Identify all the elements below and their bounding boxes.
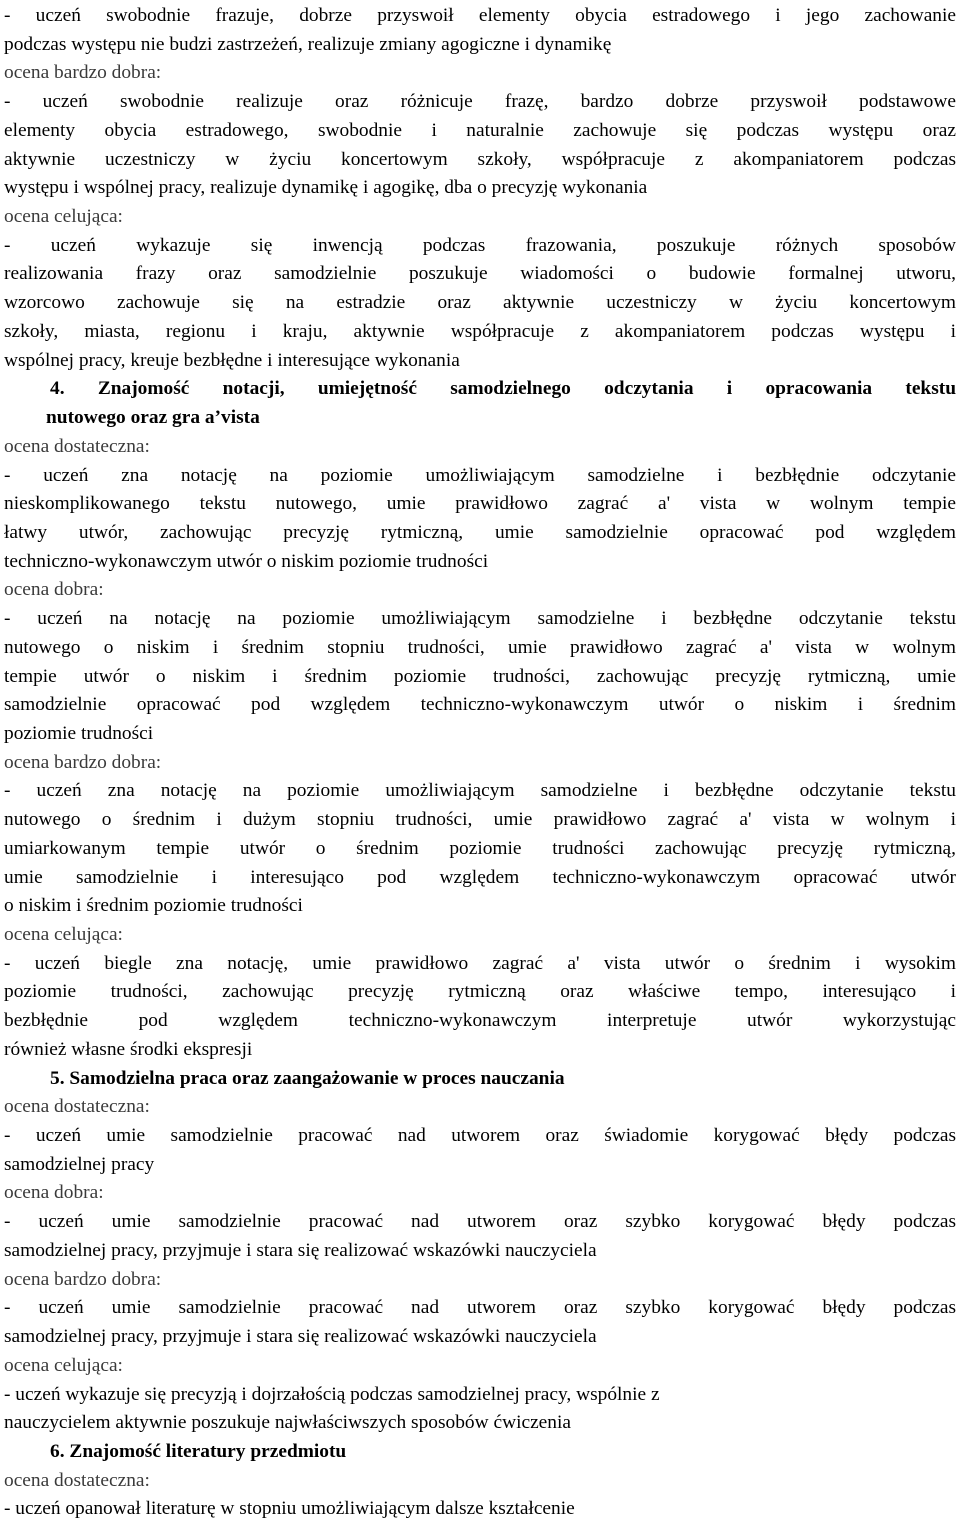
body-text-line: - uczeń zna notację na poziomie umożliwiającym samodzielne i bezbłędne odczytanie tekstu: [4, 780, 956, 802]
body-text-line: - uczeń umie samodzielnie pracować nad utworem oraz szybko korygować błędy podczas: [4, 1297, 956, 1319]
body-text-line: - uczeń swobodnie frazuje, dobrze przyswoił elementy obycia estradowego i jego zachowanie: [4, 5, 956, 26]
body-text-line: szkoły, miasta, regionu i kraju, aktywnie współpracuje z akompaniatorem podczas występu i: [4, 320, 956, 342]
body-text-line: realizowania frazy oraz samodzielnie poszukuje wiadomości o budowie formalnej utworu,: [4, 263, 956, 285]
body-text-line: - uczeń swobodnie realizuje oraz różnicuje frazę, bardzo dobrze przyswoił podstawowe: [4, 91, 956, 113]
body-text-line: o niskim i średnim poziomie trudności: [4, 895, 303, 917]
grade-label: ocena bardzo dobra:: [4, 62, 162, 84]
body-text-line: - uczeń biegle zna notację, umie prawidłowo zagrać a' vista utwór o średnim i wysokim: [4, 952, 956, 974]
body-text-line: występu i wspólnej pracy, realizuje dynamikę i agogikę, dba o precyzję wykonania: [4, 177, 648, 199]
body-text-line: - uczeń na notację na poziomie umożliwiającym samodzielne i bezbłędne odczytanie tekstu: [4, 608, 956, 630]
grade-label: ocena celująca:: [4, 924, 123, 945]
body-text-line: - uczeń wykazuje się inwencją podczas frazowania, poszukuje różnych sposobów: [4, 234, 956, 256]
section-heading: 6. Znajomość literatury przedmiotu: [50, 1440, 347, 1462]
grade-label: ocena bardzo dobra:: [4, 1268, 162, 1290]
body-text-line: poziomie trudności: [4, 722, 154, 744]
body-text-line: podczas występu nie budzi zastrzeżeń, realizuje zmiany agogiczne i dynamikę: [4, 33, 612, 55]
body-text-line: wspólnej pracy, kreuje bezbłędne i interesujące wykonania: [4, 349, 460, 371]
body-text-line: aktywnie uczestniczy w życiu koncertowym szkoły, współpracuje z akompaniatorem podczas: [4, 148, 956, 170]
grade-label: ocena bardzo dobra:: [4, 751, 162, 773]
body-text-line: - uczeń umie samodzielnie pracować nad utworem oraz świadomie korygować błędy podczas: [4, 1125, 956, 1147]
body-text-line: nutowego o średnim i dużym stopniu trudności, umie prawidłowo zagrać a' vista w wolnym i: [4, 809, 956, 831]
body-text-line: wzorcowo zachowuje się na estradzie oraz aktywnie uczestniczy w życiu koncertowym: [4, 292, 956, 314]
grade-label: ocena dostateczna:: [4, 435, 150, 457]
body-text-line: samodzielnej pracy, przyjmuje i stara się realizować wskazówki nauczyciela: [4, 1326, 597, 1348]
body-text-line: nieskomplikowanego tekstu nutowego, umie prawidłowo zagrać a' vista w wolnym tempie: [4, 493, 956, 515]
section-heading-continuation: nutowego oraz gra a’vista: [46, 407, 260, 429]
body-text-line: tempie utwór o niskim i średnim poziomie trudności, zachowując precyzję rytmiczną, umie: [4, 665, 956, 687]
body-text-line: elementy obycia estradowego, swobodnie i naturalnie zachowuje się podczas występu oraz: [4, 119, 956, 141]
grade-label: ocena dobra:: [4, 1182, 104, 1204]
section-heading: 5. Samodzielna praca oraz zaangażowanie w proces nauczania: [50, 1067, 565, 1089]
body-text-line: bezbłędnie pod względem techniczno-wykonawczym interpretuje utwór wykorzystując: [4, 1010, 956, 1032]
grade-label: ocena dostateczna:: [4, 1096, 150, 1118]
body-text-line: - uczeń zna notację na poziomie umożliwiającym samodzielne i bezbłędnie odczytanie: [4, 464, 956, 486]
body-text-line: łatwy utwór, zachowując precyzję rytmiczną, umie samodzielnie opracować pod względem: [4, 521, 956, 543]
grade-label: ocena celująca:: [4, 206, 123, 228]
body-text-line: umiarkowanym tempie utwór o średnim poziomie trudności zachowując precyzję rytmiczną,: [4, 837, 956, 859]
body-text-line: - uczeń opanował literaturę w stopniu umożliwiającym dalsze kształcenie: [4, 1498, 575, 1520]
body-text-line: - uczeń umie samodzielnie pracować nad utworem oraz szybko korygować błędy podczas: [4, 1211, 956, 1233]
body-text-line: również własne środki ekspresji: [4, 1038, 253, 1060]
body-text-line: poziomie trudności, zachowując precyzję rytmiczną oraz właściwe tempo, interesująco i: [4, 981, 956, 1003]
body-text-line: nutowego o niskim i średnim stopniu trudności, umie prawidłowo zagrać a' vista w wolnym: [4, 636, 956, 658]
grade-label: ocena dobra:: [4, 579, 104, 601]
body-text-line: samodzielnej pracy: [4, 1153, 155, 1175]
body-text-line: samodzielnie opracować pod względem techniczno-wykonawczym utwór o niskim i średnim: [4, 694, 956, 716]
body-text-line: samodzielnej pracy, przyjmuje i stara się realizować wskazówki nauczyciela: [4, 1239, 597, 1261]
body-text-line: techniczno-wykonawczym utwór o niskim poziomie trudności: [4, 550, 489, 572]
section-heading: 4. Znajomość notacji, umiejętność samodzielnego odczytania i opracowania tekstu: [50, 378, 956, 400]
grade-label: ocena dostateczna:: [4, 1469, 150, 1491]
grade-label: ocena celująca:: [4, 1354, 123, 1376]
body-text-line: - uczeń wykazuje się precyzją i dojrzałością podczas samodzielnej pracy, wspólnie z: [4, 1383, 660, 1405]
body-text-line: umie samodzielnie i interesująco pod względem techniczno-wykonawczym opracować utwór: [4, 866, 956, 888]
body-text-line: nauczycielem aktywnie poszukuje najwłaściwszych sposobów ćwiczenia: [4, 1412, 571, 1434]
